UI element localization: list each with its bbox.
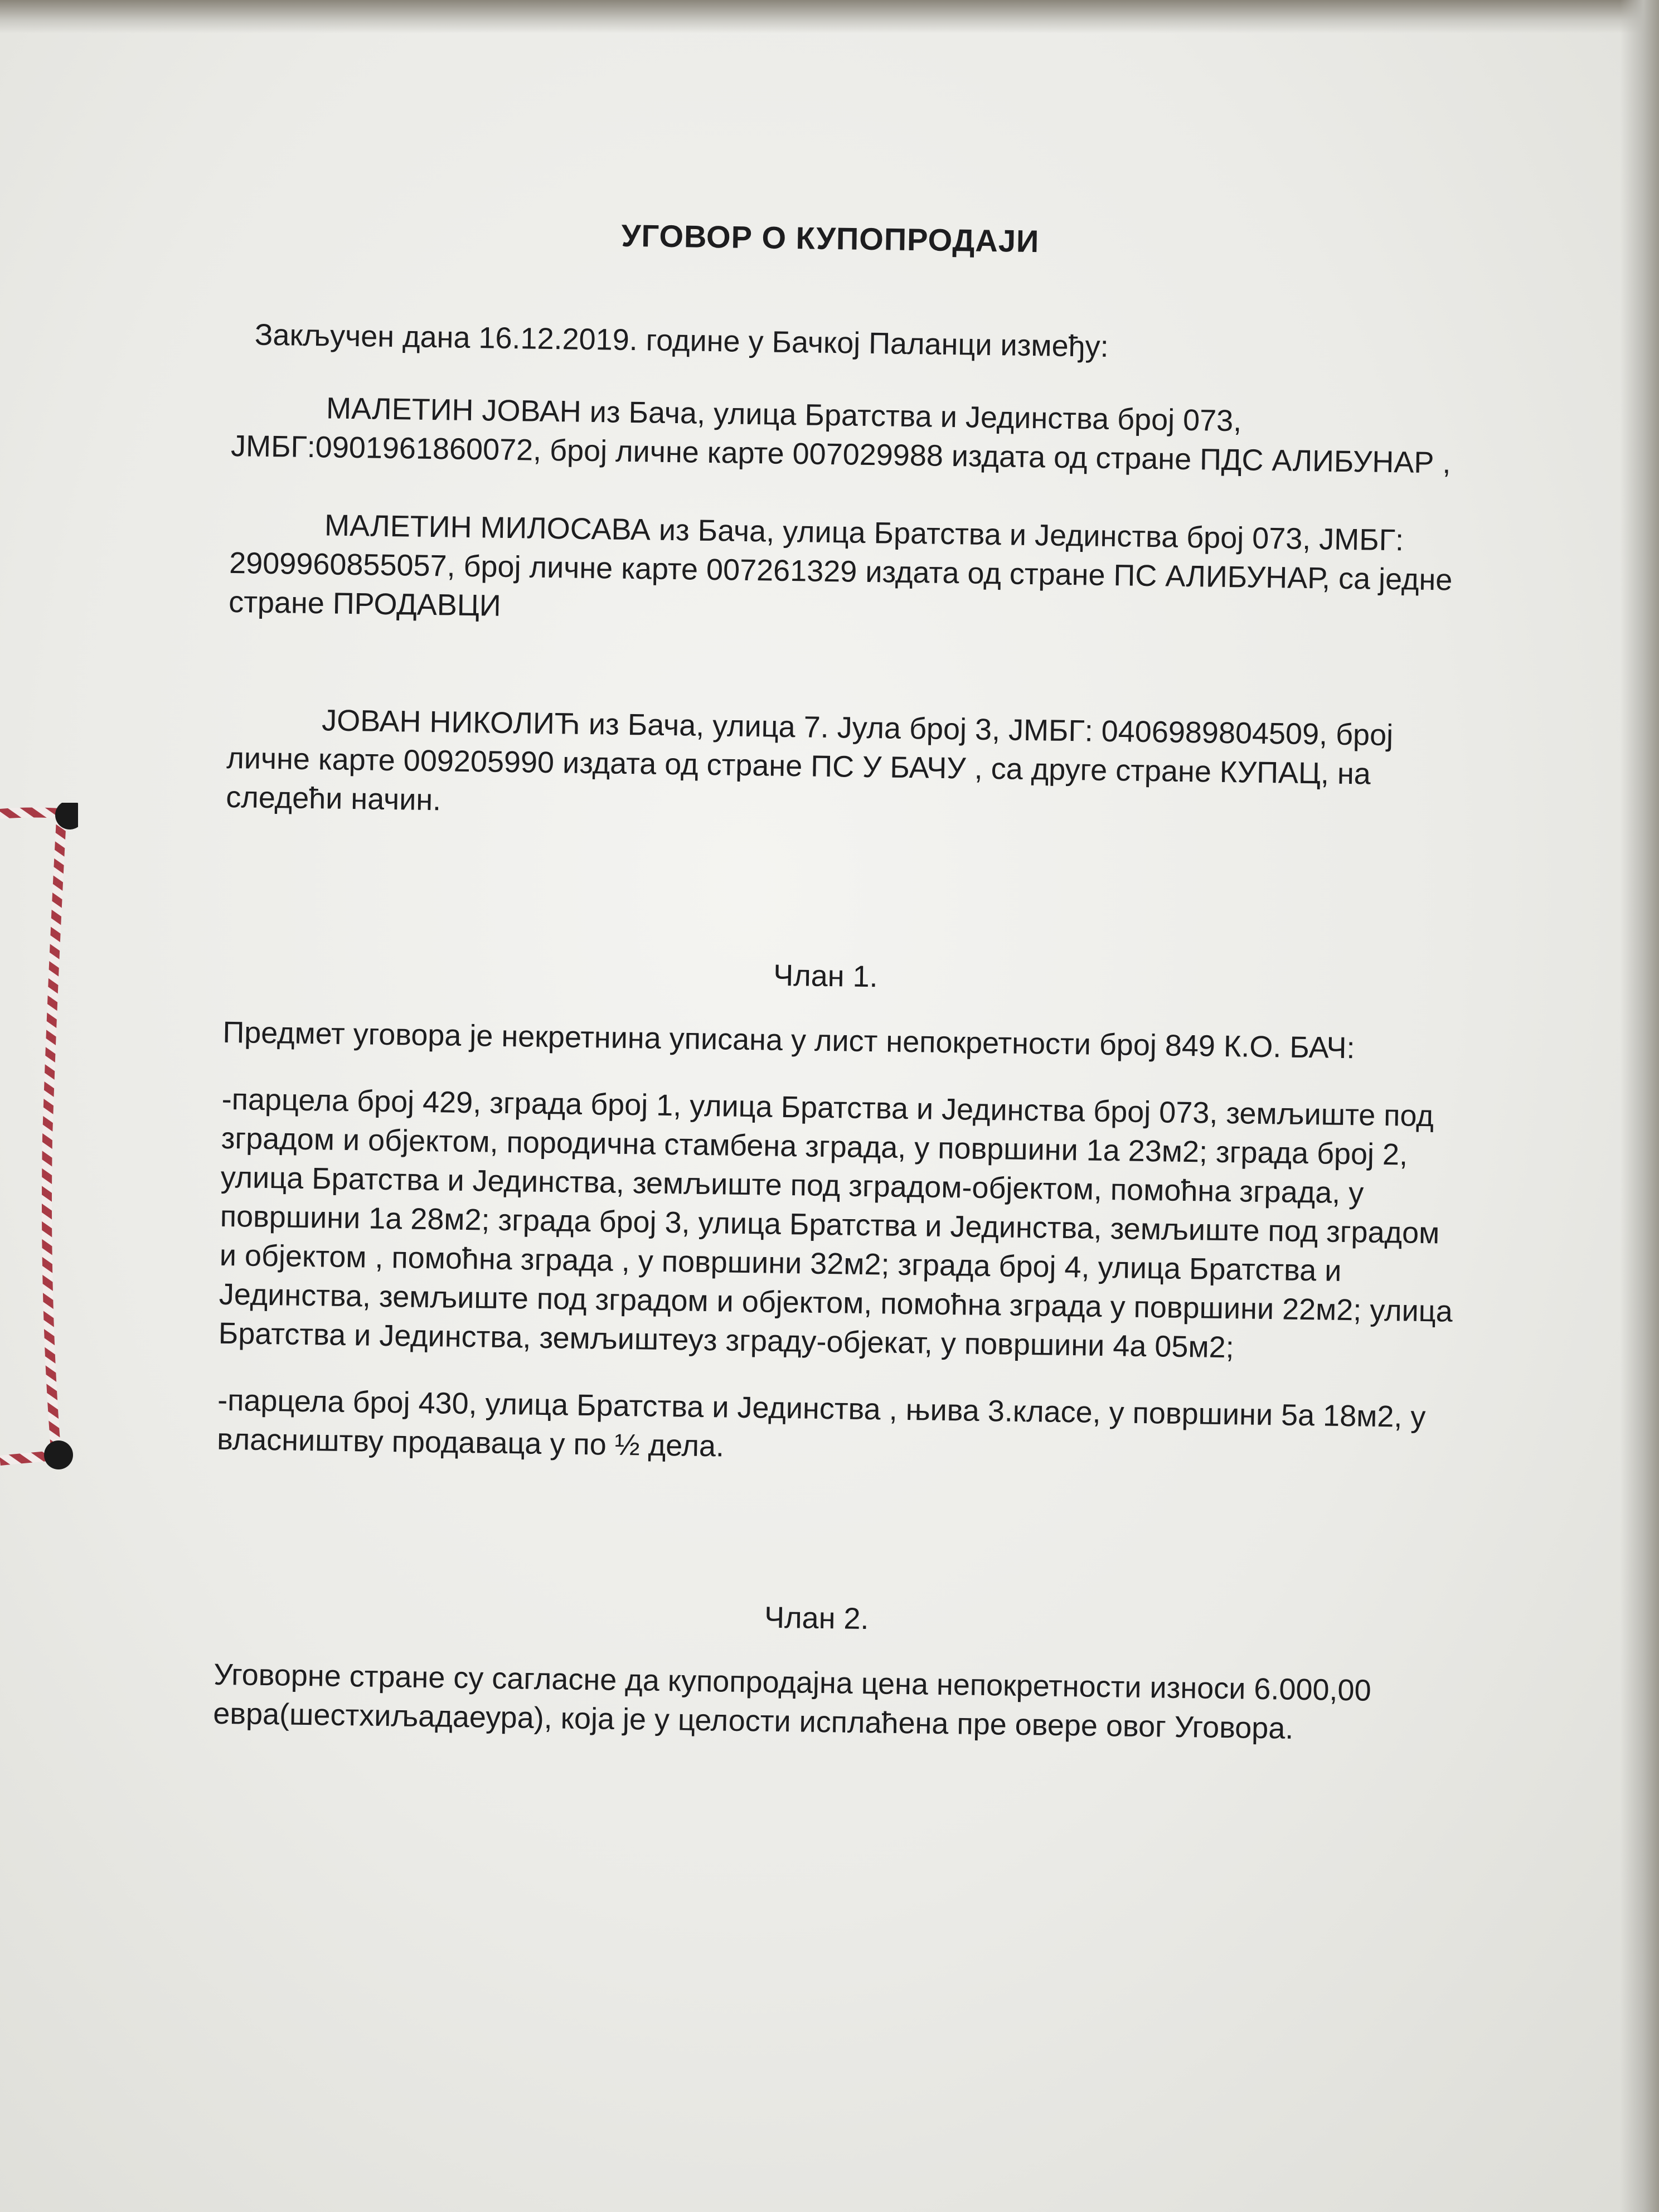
party-buyer: ЈОВАН НИКОЛИЋ из Бача, улица 7. Јула број 3, ЈМБГ: 0406989804509, број личне карте 009205990 издата од стране ПС У БАЧУ , са друге стране КУПАЦ, на следећи начин.: [225, 704, 1394, 817]
page-top-shadow: [0, 0, 1659, 33]
article-2-heading: Члан 2.: [764, 1600, 869, 1636]
contract-text: [212, 212, 1472, 1778]
article-1-paragraph-3: -парцела број 430, улица Братства и Јединства , њива 3.класе, у површини 5а 18м2, у власништву продаваца у по ½ дела.: [216, 1383, 1426, 1463]
binding-string: [0, 803, 78, 1472]
party-seller-2: МАЛЕТИН МИЛОСАВА из Бача, улица Братства и Јединства број 073, ЈМБГ: 2909960855057, број личне карте 007261329 издата од стране ПС АЛИБУНАР, са једне стране ПРОДАВЦИ: [228, 508, 1453, 623]
page-right-edge: [1620, 0, 1659, 2212]
document-title: УГОВОР О КУПОПРОДАЈИ: [621, 217, 1040, 259]
party-seller-1: МАЛЕТИН ЈОВАН из Бача, улица Братства и Јединства број 073, ЈМБГ:0901961860072, број личне карте 007029988 издата од стране ПДС АЛИБУНАР ,: [230, 391, 1451, 480]
article-2-paragraph-1: Уговорне стране су сагласне да купопродајна цена непокретности износи 6.000,00 евра(шестхиљадаеура), која је у целости исплаћена пре овере овог Уговора.: [212, 1657, 1372, 1745]
intro-line: Закључен дана 16.12.2019. године у Бачкој Паланци између:: [254, 318, 1109, 363]
article-1-paragraph-2: -парцела број 429, зграда број 1, улица Братства и Јединства број 073, земљиште под зградом и објектом, породична стамбена зграда, у површини 1а 23м2; зграда број 2, улица Братства и Јединства, земљиште под зградом-објектом, помоћна зграда, у површини 1а 28м2; зграда број 3, улица Братства и Јединства, земљиште под зградом и објектом , помоћна зграда , у површини 32м2; зграда број 4, улица Братства и Јединства, земљиште под зградом и објектом, помоћна зграда у површини 22м2; улица Братства и Јединства, земљиштеуз зграду-објекат, у површини 4а 05м2;: [218, 1082, 1453, 1365]
string-vertical-strand: [47, 819, 61, 1449]
article-1-heading: Члан 1.: [773, 958, 879, 994]
article-1-paragraph-1: Предмет уговора је некретнина уписана у лист непокретности број 849 К.О. БАЧ:: [222, 1015, 1355, 1065]
binding-hole-bottom: [44, 1440, 73, 1469]
